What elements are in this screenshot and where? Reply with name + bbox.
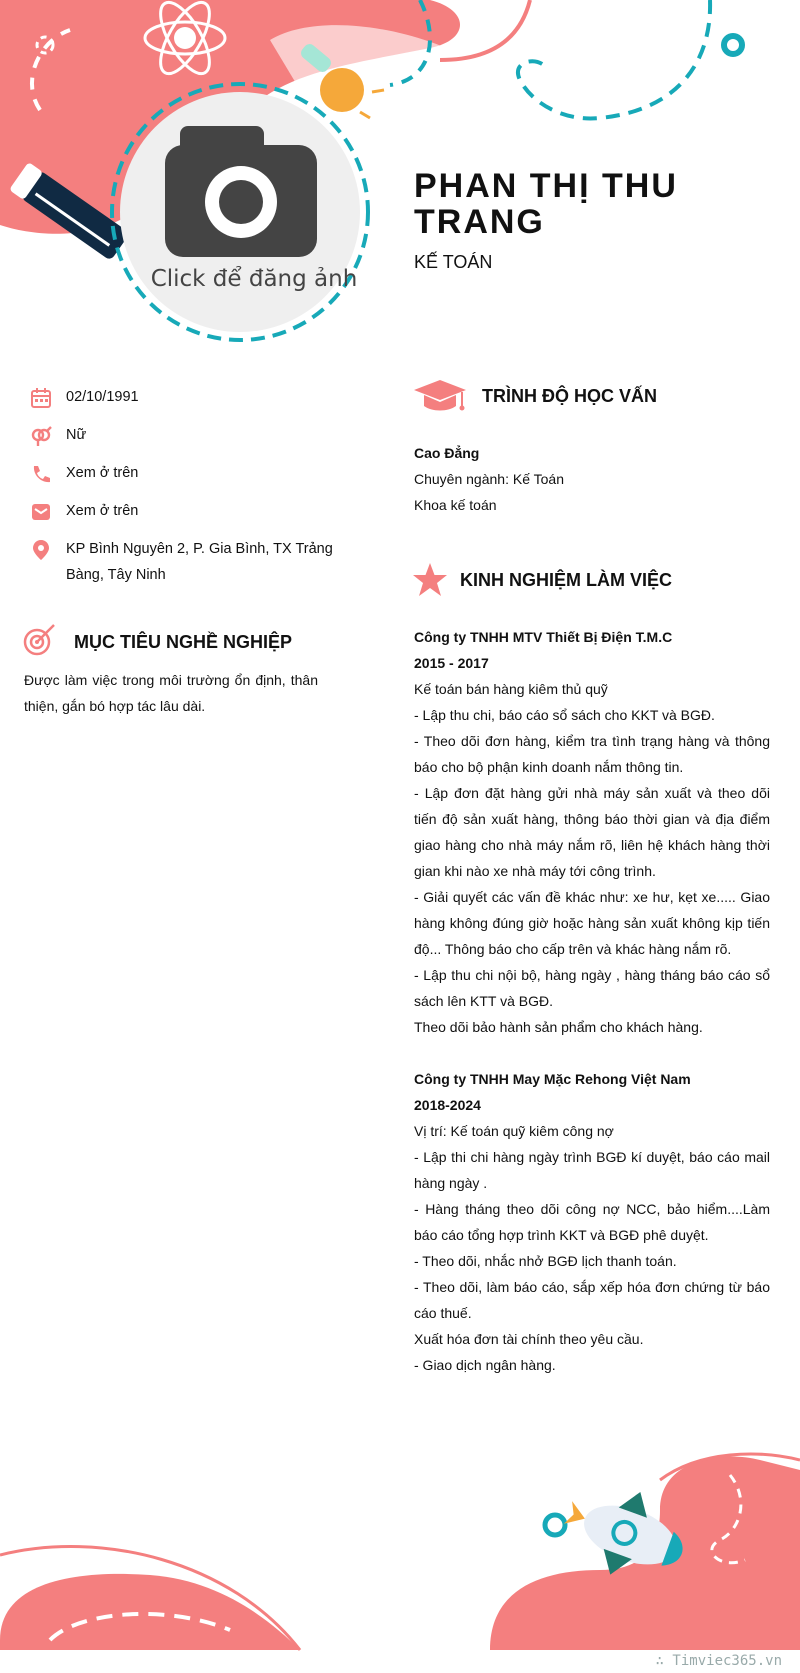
objective-text: Được làm việc trong môi trường ổn định, thân thiện, gắn bó hợp tác lâu dài. — [24, 672, 318, 714]
address-value: KP Bình Nguyên 2, P. Gia Bình, TX Trảng Bàng, Tây Ninh — [66, 541, 333, 583]
contact-info — [24, 384, 344, 600]
experience-list — [414, 624, 770, 1378]
watermark-icon: ∴ — [655, 1653, 664, 1669]
job-line: - Theo dõi, làm báo cáo, sắp xếp hóa đơn chứng từ báo cáo thuế. — [414, 1279, 770, 1321]
photo-upload-label[interactable]: Click để đăng ảnh — [150, 266, 358, 292]
camera-icon — [165, 126, 317, 257]
education-details — [414, 440, 774, 518]
job-line: - Giao dịch ngân hàng. — [414, 1357, 556, 1373]
job-line: Theo dõi bảo hành sản phẩm cho khách hàng. — [414, 1019, 703, 1035]
watermark — [656, 1653, 782, 1669]
email-value: Xem ở trên — [66, 503, 139, 519]
job-line: - Lập đơn đặt hàng gửi nhà máy sản xuất và theo dõi tiến độ sản xuất hàng, thông báo thời gian và địa điểm giao hàng cho nhà máy nắm rõ, liên hệ khách hàng thời gian khi nào xe nhà máy tới công trình. — [414, 785, 770, 879]
location-pin-icon — [30, 539, 52, 561]
footer-decoration — [0, 1440, 800, 1673]
job-title: KẾ TOÁN — [414, 252, 493, 272]
job-line: - Lập thu chi nội bộ, hàng ngày , hàng tháng báo cáo sổ sách lên KTT và BGĐ. — [414, 967, 770, 1009]
job-line: - Lập thi chi hàng ngày trình BGĐ kí duyệt, báo cáo mail hàng ngày . — [414, 1149, 770, 1191]
experience-title: KINH NGHIỆM LÀM VIỆC — [460, 570, 673, 590]
job-line: Xuất hóa đơn tài chính theo yêu cầu. — [414, 1331, 644, 1347]
job-line: - Theo dõi đơn hàng, kiểm tra tình trạng hàng và thông báo cho bộ phận kinh doanh nắm thông tin. — [414, 733, 770, 775]
email-row — [24, 498, 344, 524]
birthday-value: 02/10/1991 — [66, 389, 139, 405]
job-line: Kế toán bán hàng kiêm thủ quỹ — [414, 681, 608, 697]
job-line: - Theo dõi, nhắc nhở BGĐ lịch thanh toán. — [414, 1253, 677, 1269]
gender-row — [24, 422, 344, 448]
job-period: 2018-2024 — [414, 1097, 481, 1113]
job-line: - Lập thu chi, báo cáo sổ sách cho KKT và BGĐ. — [414, 707, 715, 723]
job-company: Công ty TNHH May Mặc Rehong Việt Nam — [414, 1071, 691, 1087]
candidate-name: PHAN THỊ THU TRANG — [414, 167, 678, 241]
address-row — [24, 536, 344, 588]
gender-value: Nữ — [66, 427, 87, 443]
star-icon — [412, 562, 448, 598]
objective-title: MỤC TIÊU NGHỀ NGHIỆP — [74, 632, 293, 652]
education-degree: Cao Đẳng — [414, 445, 480, 461]
job-line: Vị trí: Kế toán quỹ kiêm công nợ — [414, 1123, 614, 1139]
birthday-row — [24, 384, 344, 410]
education-title: TRÌNH ĐỘ HỌC VẤN — [482, 386, 657, 406]
job-company: Công ty TNHH MTV Thiết Bị Điện T.M.C — [414, 629, 673, 645]
phone-icon — [30, 463, 52, 485]
graduation-cap-icon — [412, 378, 468, 414]
calendar-icon — [30, 387, 52, 409]
email-icon — [30, 501, 52, 523]
education-faculty: Khoa kế toán — [414, 497, 497, 513]
phone-row — [24, 460, 344, 486]
job-period: 2015 - 2017 — [414, 655, 489, 671]
gender-icon — [30, 425, 52, 447]
phone-value: Xem ở trên — [66, 465, 139, 481]
target-icon — [22, 622, 58, 658]
education-major: Chuyên ngành: Kế Toán — [414, 471, 564, 487]
job-line: - Hàng tháng theo dõi công nợ NCC, bảo hiểm....Làm báo cáo tổng hợp trình KKT và BGĐ phê duyệt. — [414, 1201, 770, 1243]
job-line: - Giải quyết các vấn đề khác như: xe hư, kẹt xe..... Giao hàng không đúng giờ hoặc hàng sản xuất không kịp tiến độ... Thông báo cho cấp trên và khác hàng nắm rõ. — [414, 889, 770, 957]
watermark-text: Timviec365.vn — [672, 1653, 782, 1669]
